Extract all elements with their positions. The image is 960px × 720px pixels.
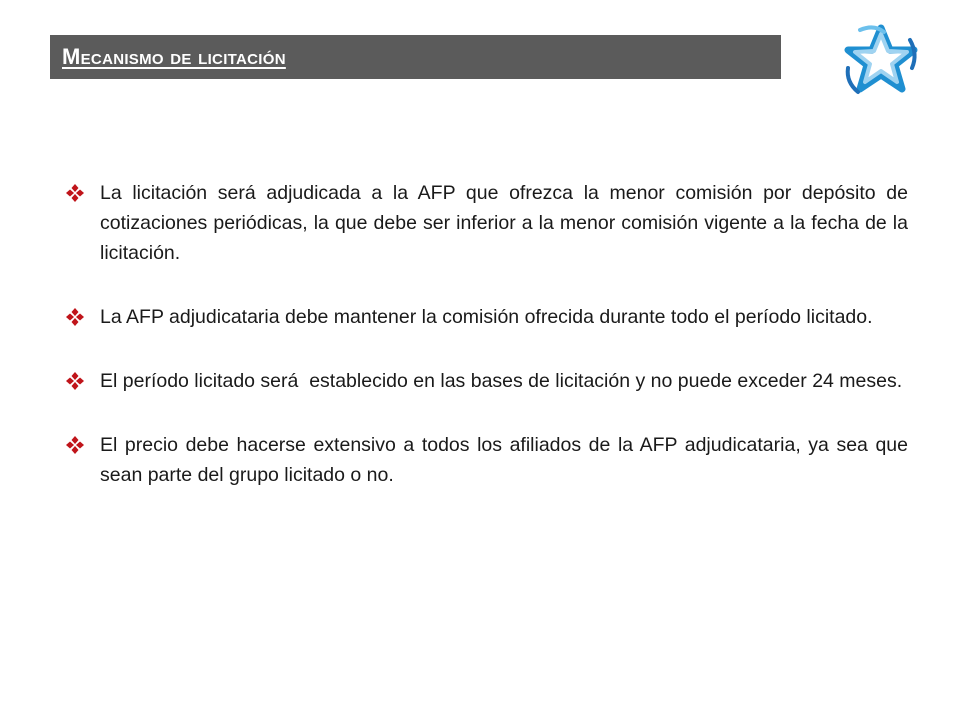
bullet-list bbox=[66, 178, 908, 490]
four-diamond-bullet-icon bbox=[66, 184, 84, 202]
bullet-text: La AFP adjudicataria debe mantener la comisión ofrecida durante todo el período licitado. bbox=[100, 306, 873, 328]
bullet-item bbox=[66, 366, 908, 396]
bullet-item bbox=[66, 430, 908, 490]
bullet-text: El precio debe hacerse extensivo a todos los afiliados de la AFP adjudicataria, ya sea que sean parte del grupo licitado o no. bbox=[100, 434, 908, 486]
four-diamond-bullet-icon bbox=[66, 436, 84, 454]
bullet-text: La licitación será adjudicada a la AFP que ofrezca la menor comisión por depósito de cotizaciones periódicas, la que debe ser inferior a la menor comisión vigente a la fecha de la licitación. bbox=[100, 182, 908, 264]
four-diamond-bullet-icon bbox=[66, 372, 84, 390]
slide-title: Mecanismo de licitación bbox=[62, 44, 286, 69]
bullet-text: El período licitado será establecido en las bases de licitación y no puede exceder 24 meses. bbox=[100, 370, 903, 392]
hands-star-logo-icon bbox=[840, 22, 922, 100]
four-diamond-bullet-icon bbox=[66, 308, 84, 326]
bullet-item bbox=[66, 178, 908, 268]
title-bar bbox=[50, 35, 781, 79]
bullet-item bbox=[66, 302, 908, 332]
